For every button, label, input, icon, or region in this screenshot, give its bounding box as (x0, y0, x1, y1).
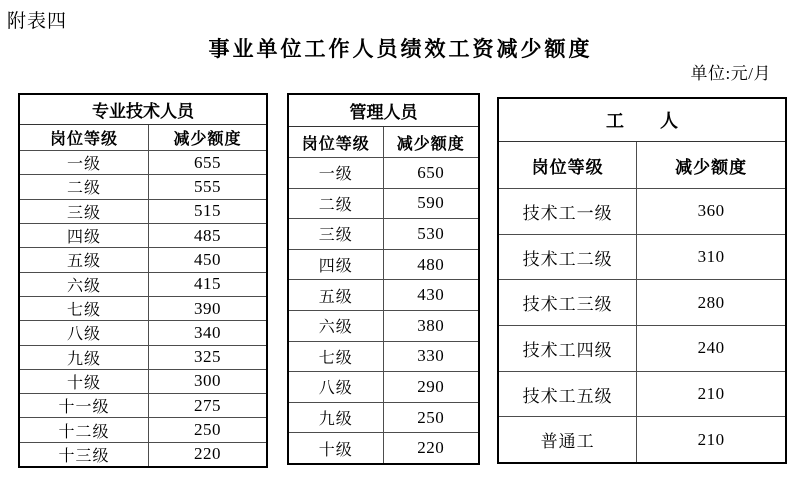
table-row (289, 188, 478, 219)
table-row (20, 199, 266, 223)
table-row (289, 402, 478, 433)
grade-cell: 二级 (66, 180, 101, 198)
table-row (20, 369, 266, 393)
amount-cell: 380 (383, 311, 478, 341)
amount-cell: 430 (383, 280, 478, 310)
grade-cell: 十级 (318, 441, 353, 459)
grade-cell: 三级 (318, 227, 353, 245)
grade-cell: 七级 (66, 302, 101, 320)
table-row (289, 157, 478, 188)
table-row (20, 442, 266, 466)
amount-cell: 240 (636, 326, 785, 371)
grade-cell: 九级 (318, 411, 353, 429)
table-row (289, 341, 478, 372)
amount-cell: 515 (148, 200, 266, 223)
table-row (499, 325, 785, 371)
amount-cell: 210 (636, 372, 785, 417)
grade-cell: 四级 (318, 258, 353, 276)
amount-cell: 220 (383, 433, 478, 463)
amount-cell: 655 (148, 151, 266, 174)
amount-cell: 590 (383, 189, 478, 219)
table-row (20, 150, 266, 174)
amount-cell: 450 (148, 248, 266, 271)
amount-cell: 415 (148, 273, 266, 296)
annex-label: 附表四 (7, 11, 68, 32)
column-header-amount: 减少额度 (383, 127, 478, 157)
table-row (499, 279, 785, 325)
table-header-row (20, 124, 266, 150)
table-row (20, 272, 266, 296)
grade-cell: 十一级 (58, 399, 110, 417)
column-header-grade: 岗位等级 (49, 131, 118, 148)
grade-cell: 普通工 (540, 432, 595, 452)
column-header-amount: 减少额度 (148, 125, 266, 150)
grade-cell: 二级 (318, 196, 353, 214)
table-header-row (289, 126, 478, 157)
table-row (20, 320, 266, 344)
table-row (20, 174, 266, 198)
page-title: 事业单位工作人员绩效工资减少额度 (208, 38, 593, 61)
column-header-grade: 岗位等级 (301, 135, 370, 153)
grade-cell: 八级 (66, 326, 101, 344)
table-title: 专业技术人员 (92, 102, 194, 121)
amount-cell: 340 (148, 321, 266, 344)
table-row (289, 432, 478, 463)
grade-cell: 五级 (66, 253, 101, 271)
amount-cell: 360 (636, 189, 785, 234)
table-row (289, 249, 478, 280)
amount-cell: 290 (383, 372, 478, 402)
table-row (289, 371, 478, 402)
table-professional-technical (18, 93, 268, 468)
grade-cell: 技术工三级 (522, 295, 613, 315)
amount-cell: 555 (148, 175, 266, 198)
grade-cell: 六级 (66, 277, 101, 295)
grade-cell: 十级 (66, 374, 101, 392)
table-row (499, 416, 785, 462)
table-row (499, 188, 785, 234)
grade-cell: 一级 (66, 156, 101, 174)
amount-cell: 530 (383, 219, 478, 249)
grade-cell: 技术工五级 (522, 386, 613, 406)
table-row (20, 247, 266, 271)
table-row (20, 417, 266, 441)
amount-cell: 310 (636, 235, 785, 280)
grade-cell: 一级 (318, 166, 353, 184)
table-row (289, 279, 478, 310)
grade-cell: 技术工二级 (522, 249, 613, 269)
amount-cell: 280 (636, 280, 785, 325)
table-title: 管理人员 (349, 103, 418, 122)
grade-cell: 七级 (318, 349, 353, 367)
amount-cell: 390 (148, 297, 266, 320)
grade-cell: 十三级 (58, 447, 110, 465)
amount-cell: 250 (148, 418, 266, 441)
amount-cell: 250 (383, 403, 478, 433)
amount-cell: 485 (148, 224, 266, 247)
grade-cell: 八级 (318, 380, 353, 398)
amount-cell: 325 (148, 346, 266, 369)
amount-cell: 300 (148, 370, 266, 393)
table-row (20, 393, 266, 417)
table-header-row (499, 141, 785, 188)
table-row (20, 223, 266, 247)
grade-cell: 五级 (318, 288, 353, 306)
table-row (20, 345, 266, 369)
amount-cell: 650 (383, 158, 478, 188)
unit-label: 单位:元/月 (690, 64, 771, 83)
grade-cell: 技术工四级 (522, 340, 613, 360)
column-header-amount: 减少额度 (636, 142, 785, 188)
amount-cell: 330 (383, 342, 478, 372)
table-row (289, 218, 478, 249)
grade-cell: 四级 (66, 229, 101, 247)
table-row (289, 310, 478, 341)
grade-cell: 十二级 (58, 423, 110, 441)
table-row (499, 371, 785, 417)
grade-cell: 九级 (66, 350, 101, 368)
amount-cell: 220 (148, 443, 266, 466)
grade-cell: 技术工一级 (522, 203, 613, 223)
table-workers (497, 97, 787, 464)
table-title: 工 人 (606, 111, 678, 131)
amount-cell: 210 (636, 417, 785, 462)
table-row (499, 234, 785, 280)
table-management (287, 93, 480, 465)
amount-cell: 480 (383, 250, 478, 280)
table-row (20, 296, 266, 320)
column-header-grade: 岗位等级 (531, 157, 604, 177)
grade-cell: 六级 (318, 319, 353, 337)
grade-cell: 三级 (66, 204, 101, 222)
amount-cell: 275 (148, 394, 266, 417)
